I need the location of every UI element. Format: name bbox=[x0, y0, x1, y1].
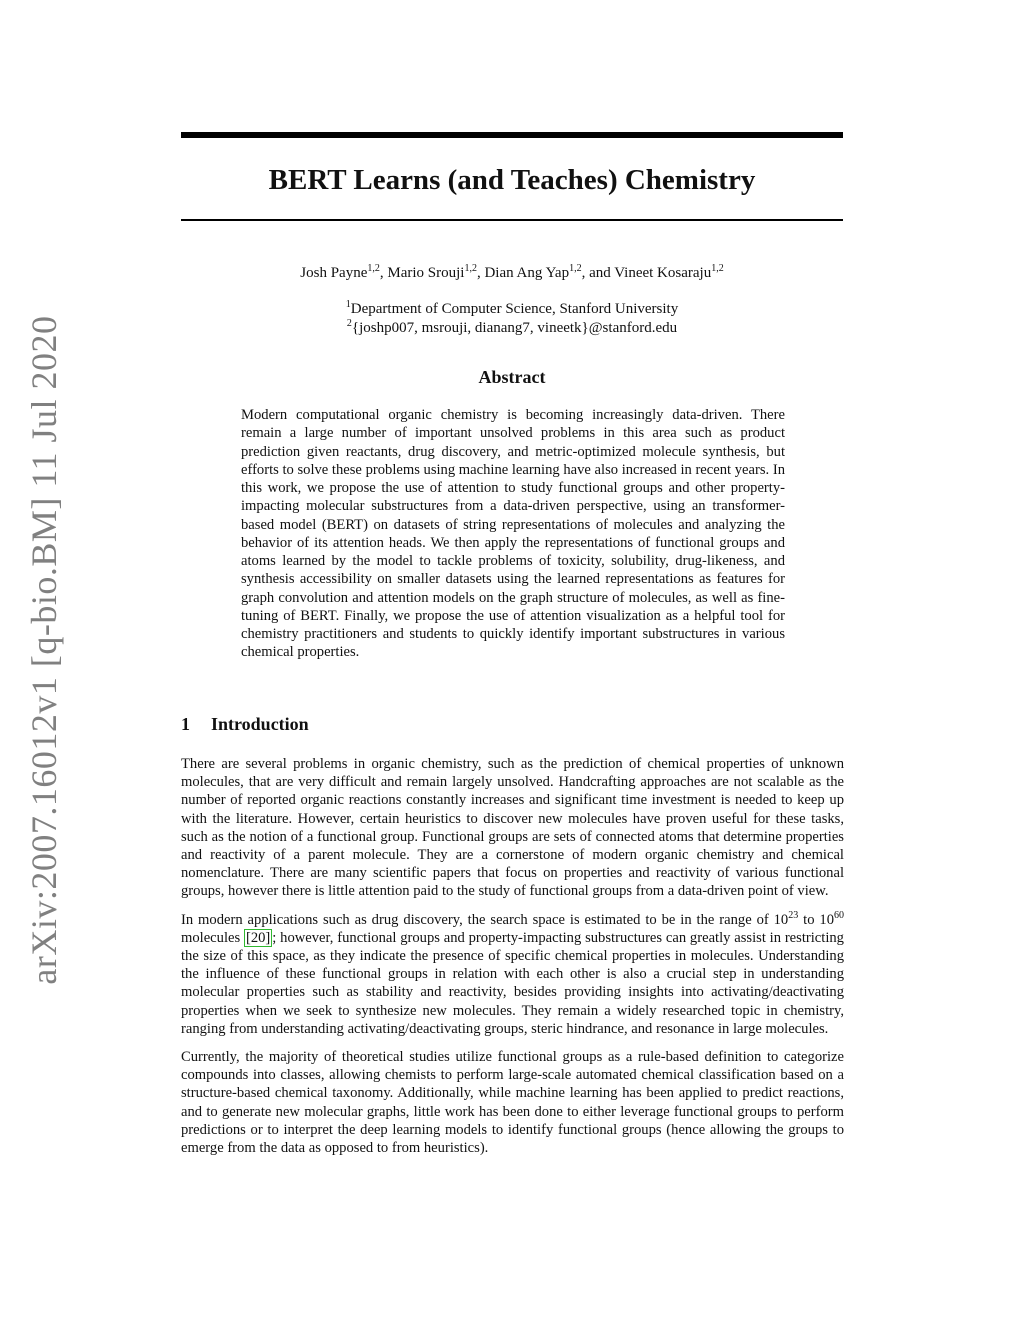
affiliation-emails: {joshp007, msrouji, dianang7, vineetk}@stanford.edu bbox=[351, 320, 678, 336]
arxiv-sidebar-stamp: arXiv:2007.16012v1 [q-bio.BM] 11 Jul 2020 bbox=[24, 315, 64, 985]
author-affiliation-mark: 1,2 bbox=[569, 263, 582, 274]
author-separator: , bbox=[379, 265, 388, 281]
intro-paragraph-2 bbox=[181, 911, 844, 1038]
title-bottom-rule bbox=[181, 219, 843, 221]
intro-paragraph-3: Currently, the majority of theoretical studies utilize functional groups as a rule-based definition to categorize compounds into classes, allowing chemists to perform large-scale automated chemical classification based on a structure-based chemical taxonomy. Additionally, while machine learning has been applied to predict reactions, and to generate new molecular graphs, little work has been done to either leverage functional groups to perform predictions or to interpret the deep learning models to identify functional groups (hence allowing the groups to emerge from the data as opposed to from heuristics). bbox=[181, 1049, 844, 1157]
affiliation-line bbox=[181, 319, 843, 338]
author-separator: , bbox=[476, 265, 485, 281]
abstract-heading: Abstract bbox=[478, 367, 546, 387]
author-affiliation-mark: 1,2 bbox=[367, 263, 380, 274]
affiliation-mark: 1 bbox=[345, 299, 351, 310]
paragraph-text: ; however, functional groups and property-impacting substructures can greatly assist in restricting the size of this space, as they indicate the presence of specific chemical properties in molecules. Understanding the influence of these functional groups in relation with each other is also a crucial step in understanding molecular properties such as stability and reactivity, besides providing insights into activating/deactivating properties when we seek to synthesize new molecules. They remain a widely researched topic in chemistry, ranging from understanding activating/deactivating groups, steric hindrance, and resonance in large molecules. bbox=[181, 929, 844, 1037]
author-name: Mario Srouji bbox=[387, 265, 465, 281]
section-heading bbox=[181, 712, 309, 736]
title-top-rule bbox=[181, 132, 843, 138]
author-affiliation-mark: 1,2 bbox=[711, 263, 724, 274]
abstract-text: Modern computational organic chemistry is becoming increasingly data-driven. There remain a large number of important unsolved problems in this area such as product prediction given reactants, drug discovery, and metric-optimized molecule synthesis, but efforts to solve these problems using machine learning have also increased in recent years. In this work, we propose the use of attention to study functional groups and other property-impacting molecular substructures from a data-driven perspective, using an transformer-based model (BERT) on datasets of string representations of molecules and analyzing the behavior of its attention heads. We then apply the representations of functional groups and atoms learned by the model to tackle problems of toxicity, solubility, drug-likeness, and synthesis accessibility on smaller datasets using the learned representations as features for graph convolution and attention models on the graph structure of molecules, as well as fine-tuning of BERT. Finally, we propose the use of attention visualization as a helpful tool for chemistry practitioners and students to quickly identify important substructures in various chemical properties. bbox=[241, 407, 785, 661]
paper-title: BERT Learns (and Teaches) Chemistry bbox=[268, 164, 756, 196]
author-name: Josh Payne bbox=[300, 265, 368, 281]
author-separator: , and bbox=[581, 265, 615, 281]
author-list bbox=[181, 263, 843, 283]
affiliation-text: Department of Computer Science, Stanford University bbox=[350, 301, 679, 317]
affiliation-line bbox=[181, 300, 843, 319]
introduction-body bbox=[181, 755, 844, 1167]
author-name: Vineet Kosaraju bbox=[614, 265, 712, 281]
intro-paragraph-1: There are several problems in organic chemistry, such as the prediction of chemical properties of unknown molecules, that are very difficult and remain largely unsolved. Handcrafting approaches are not scalable as the number of reported organic reactions constantly increases and significant time investment is needed to keep up with the literature. However, certain heuristics to discover new molecules have proven useful for these tasks, such as the notion of a functional group. Functional groups are sets of connected atoms that determine properties and reactivity of a parent molecule. They are a cornerstone of modern organic chemistry and chemical nomenclature. There are many scientific papers that focus on properties and reactivity of various functional groups, however there is little attention paid to the study of functional groups from a data-driven point of view. bbox=[181, 756, 844, 900]
paragraph-text: In modern applications such as drug discovery, the search space is estimated to be in the range of 10 bbox=[181, 911, 789, 928]
citation-link[interactable]: [20] bbox=[245, 929, 271, 946]
exponent: 23 bbox=[788, 909, 799, 921]
author-name: Dian Ang Yap bbox=[484, 265, 570, 281]
paragraph-text: molecules bbox=[181, 929, 244, 946]
affiliation-block bbox=[181, 300, 843, 338]
paragraph-text: to 10 bbox=[798, 911, 834, 928]
exponent: 60 bbox=[834, 909, 844, 921]
section-number: 1 bbox=[181, 714, 190, 734]
affiliation-mark: 2 bbox=[346, 318, 352, 329]
author-affiliation-mark: 1,2 bbox=[464, 263, 477, 274]
section-title: Introduction bbox=[211, 714, 309, 734]
